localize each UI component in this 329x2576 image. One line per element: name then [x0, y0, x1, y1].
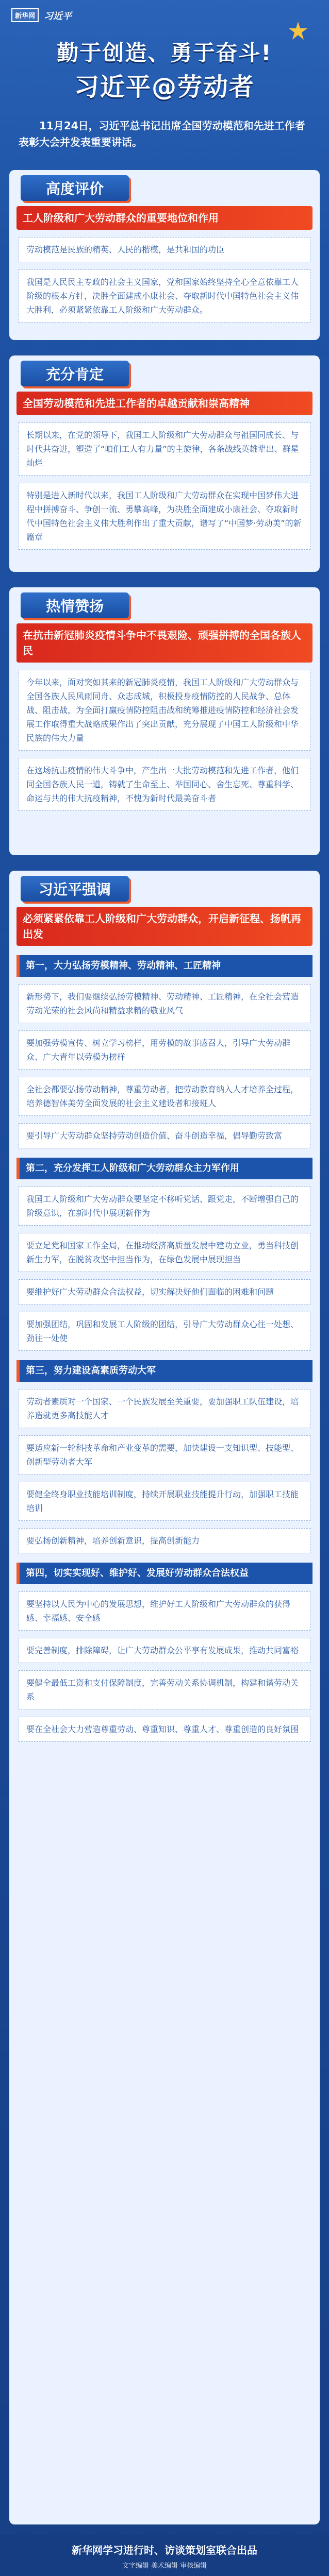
paragraph: 要加强劳模宣传、树立学习榜样，用劳模的故事感召人，引导广大劳动群众、广大青年以劳模为榜样 — [19, 1030, 310, 1070]
paragraph: 要弘扬创新精神，培养创新意识，提高创新能力 — [19, 1528, 310, 1553]
header — [0, 0, 329, 155]
section-header — [9, 587, 320, 623]
group-heading: 第二，充分发挥工人阶级和广大劳动群众主力军作用 — [17, 1158, 312, 1179]
paragraph: 特别是进入新时代以来，我国工人阶级和广大劳动群众在实现中国梦伟大进程中拼搏奋斗、争创一流、勇攀高峰，为决胜全面建成小康社会、夺取新时代中国特色社会主义伟大胜利作出了重大贡献，谱写了“中国梦·劳动美”的新篇章 — [19, 483, 310, 550]
paragraph: 要坚持以人民为中心的发展思想，维护好工人阶级和广大劳动群众的获得感、幸福感、安全感 — [19, 1591, 310, 1631]
page-subtitle: 习近平@劳动者 — [74, 73, 255, 101]
section-header — [9, 170, 320, 206]
logo-group — [11, 8, 72, 22]
paragraph: 要健全终身职业技能培训制度，持续开展职业技能提升行动，加强职工技能培训 — [19, 1482, 310, 1521]
section-header — [9, 871, 320, 907]
section-tab-label: 高度评价 — [45, 180, 104, 197]
paragraph: 新形势下，我们要继续弘扬劳模精神、劳动精神、工匠精神，在全社会营造劳动光荣的社会风尚和精益求精的敬业风气 — [19, 984, 310, 1023]
paragraph: 我国工人阶级和广大劳动群众要坚定不移听党话、跟党走，不断增强自己的阶级意识，在新时代中展现新作为 — [19, 1187, 310, 1226]
section-tab — [21, 361, 129, 386]
paragraph: 要加强团结，巩固和发展工人阶级的团结，引导广大劳动群众心往一处想、劲往一处使 — [19, 1312, 310, 1351]
section-tab-label: 热情赞扬 — [45, 598, 104, 615]
section-subhead: 在抗击新冠肺炎疫情斗争中不畏艰险、顽强拼搏的全国各族人民 — [17, 623, 312, 663]
section-tab-label: 习近平强调 — [38, 881, 111, 898]
footer — [0, 2535, 329, 2576]
paragraph: 要完善制度，排除障碍，让广大劳动群众公平享有发展成果，推动共同富裕 — [19, 1638, 310, 1663]
section-subhead: 工人阶级和广大劳动群众的重要地位和作用 — [17, 206, 312, 230]
paragraph: 要适应新一轮科技革命和产业变革的需要，加快建设一支知识型、技能型、创新型劳动者大军 — [19, 1435, 310, 1475]
intro-text: 11月24日，习近平总书记出席全国劳动模范和先进工作者表彰大会并发表重要讲话。 — [19, 120, 305, 148]
section-header — [9, 355, 320, 392]
section-high-evaluation — [9, 170, 320, 340]
logo-text: 习近平 — [44, 10, 72, 22]
footer-credit: 新华网学习进行时、访谈策划室联合出品 — [72, 2544, 257, 2556]
section-tab — [21, 876, 129, 902]
section-tab-label: 充分肯定 — [45, 366, 104, 383]
paragraph: 今年以来，面对突如其来的新冠肺炎疫情，我国工人阶级和广大劳动群众与全国各族人民风雨同舟、众志成城，积极投身疫情防控的人民战争、总体战、阻击战，为全面打赢疫情防控阻击战和统筹推进疫情防控和经济社会发展工作取得重大战略成果作出了突出贡献，充分展现了中国工人阶级和中华民族的伟大力量 — [19, 670, 310, 751]
paragraph: 要维护好广大劳动群众合法权益，切实解决好他们面临的困难和问题 — [19, 1279, 310, 1304]
logo-mark: 新华网 — [11, 8, 39, 22]
paragraph: 长期以来，在党的领导下，我国工人阶级和广大劳动群众与祖国同成长、与时代共奋进，塑造了“咱们工人有力量”的主旋律，各条战线英雄辈出、群星灿烂 — [19, 422, 310, 476]
section-subhead: 全国劳动模范和先进工作者的卓越贡献和崇高精神 — [17, 392, 312, 415]
group-heading: 第一，大力弘扬劳模精神、劳动精神、工匠精神 — [17, 955, 312, 977]
paragraph: 劳动者素质对一个国家、一个民族发展至关重要，要加强职工队伍建设，培养造就更多高技能人才 — [19, 1389, 310, 1428]
paragraph: 我国是人民民主专政的社会主义国家，党和国家始终坚持全心全意依靠工人阶级的根本方针，决胜全面建成小康社会、夺取新时代中国特色社会主义伟大胜利，必须紧紧依靠工人阶级和广大劳动群众。 — [19, 269, 310, 323]
paragraph: 劳动模范是民族的精英、人民的楷模，是共和国的功臣 — [19, 237, 310, 262]
paragraph: 要引导广大劳动群众坚持劳动创造价值、奋斗创造幸福，倡导勤劳致富 — [19, 1123, 310, 1148]
section-tab — [21, 175, 129, 201]
section-subhead: 必须紧紧依靠工人阶级和广大劳动群众，开启新征程、扬帆再出发 — [17, 907, 312, 946]
paragraph: 要健全最低工资和支付保障制度，完善劳动关系协调机制，构建和谐劳动关系 — [19, 1670, 310, 1709]
paragraph: 全社会都要弘扬劳动精神，尊重劳动者，把劳动教育纳入人才培养全过程，培养德智体美劳全面发展的社会主义建设者和接班人 — [19, 1077, 310, 1116]
section-full-affirmation — [9, 355, 320, 572]
footer-editors: 文字编辑 美术编辑 审核编辑 — [122, 2562, 207, 2570]
section-tab — [21, 592, 129, 618]
section-warm-praise — [9, 587, 320, 855]
page-title: 勤于创造、勇于奋斗! — [57, 40, 272, 65]
paragraph: 在这场抗击疫情的伟大斗争中，产生出一大批劳动模范和先进工作者，他们同全国各族人民一道，铸就了生命至上、举国同心、舍生忘死、尊重科学、命运与共的伟大抗疫精神，不愧为新时代最美奋斗者 — [19, 758, 310, 811]
section-xi-emphasizes — [9, 871, 320, 2524]
paragraph: 要在全社会大力营造尊重劳动、尊重知识、尊重人才、尊重创造的良好氛围 — [19, 1717, 310, 1742]
group-heading: 第四，切实实现好、维护好、发展好劳动群众合法权益 — [17, 1563, 312, 1584]
paragraph: 要立足党和国家工作全局，在推动经济高质量发展中建功立业，勇当科技创新生力军，在脱贫攻坚中担当作为，在绿色发展中展现担当 — [19, 1233, 310, 1272]
group-heading: 第三，努力建设高素质劳动大军 — [17, 1360, 312, 1382]
